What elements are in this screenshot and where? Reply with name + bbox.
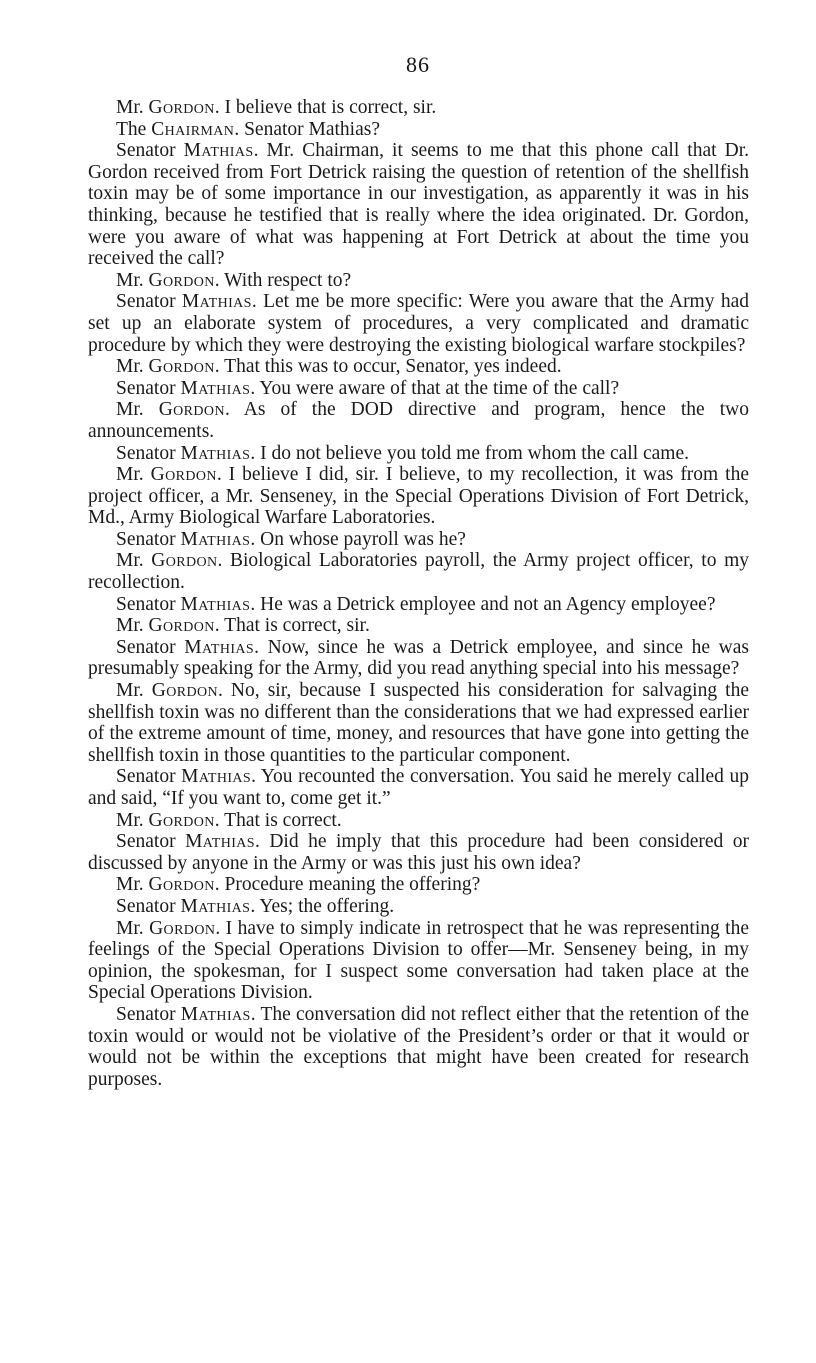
speech-text: . I do not believe you told me from whom the call came. [250,442,690,464]
speaker-name: Mathias [183,140,254,162]
transcript-paragraph [88,464,749,529]
transcript-paragraph [88,378,749,400]
speech-text: . No, sir, because I suspected his consideration for salvaging the shellfish toxin was no different than the considerations that we had expressed earlier of the extreme amount of time, money, and resources that have gone into getting the shellfish toxin in those quantities to the particular component. [88,680,749,766]
transcript [88,97,749,1090]
speaker-name: Chairman [151,118,235,140]
speech-text: . That this was to occur, Senator, yes indeed. [214,356,562,378]
speaker-prefix: Mr. [116,550,152,572]
transcript-paragraph [88,529,749,551]
transcript-paragraph [88,918,749,1004]
speaker-prefix: Mr. [116,809,149,831]
speech-text: . Did he imply that this procedure had been considered or discussed by anyone in the Army or was this just his own idea? [88,831,749,874]
speaker-prefix: Mr. [116,917,150,939]
speech-text: . Senator Mathias? [234,118,380,140]
speaker-name: Gordon [149,917,216,939]
speaker-prefix: Mr. [116,615,149,637]
speaker-prefix: Mr. [116,680,152,702]
speaker-name: Gordon [148,97,215,118]
speech-text: . Yes; the offering. [250,895,395,917]
speech-text: . Biological Laboratories payroll, the Army project officer, to my recollection. [88,550,749,594]
speaker-name: Mathias [181,766,252,788]
speaker-prefix: Senator [116,831,186,853]
speaker-prefix: Senator [116,593,181,615]
speaker-prefix: Mr. [116,874,149,896]
speaker-name: Gordon [151,550,218,572]
transcript-paragraph [88,637,749,680]
speech-text: . Let me be more specific: Were you aware that the Army had set up an elaborate system of procedures, a very complicated and dramatic procedure by which they were destroying the existing biological warfare stockpiles? [88,291,749,356]
speech-text: . He was a Detrick employee and not an Agency employee? [250,593,716,615]
speaker-name: Gordon [148,809,215,831]
speech-text: . Procedure meaning the offering? [214,874,481,896]
transcript-paragraph [88,680,749,766]
speaker-name: Mathias [180,593,251,615]
transcript-paragraph [88,443,749,465]
speech-text: . You recounted the conversation. You said he merely called up and said, “If you want to, come get it.” [88,766,749,809]
speaker-name: Mathias [180,1003,251,1025]
transcript-paragraph [88,97,749,119]
speaker-name: Gordon [148,269,215,291]
transcript-paragraph [88,615,749,637]
transcript-paragraph [88,766,749,809]
speech-text: . You were aware of that at the time of the call? [250,377,620,399]
speaker-name: Gordon [148,356,215,378]
speaker-prefix: Senator [116,528,181,550]
speaker-name: Mathias [184,636,255,658]
speaker-name: Mathias [180,377,251,399]
speech-text: . I believe I did, sir. I believe, to my recollection, it was from the project officer, a Mr. Senseney, in the Special Operations Division of Fort Detrick, Md., Army Biological Warfare Laboratories. [88,464,749,529]
speech-text: . With respect to? [214,269,352,291]
speech-text: . I have to simply indicate in retrospect that he was representing the feelings of the Special Operations Division to offer—Mr. Senseney being, in my opinion, the spokesman, for I suspect some conversation had taken place at the Special Operations Division. [88,917,749,1004]
speaker-name: Mathias [180,442,251,464]
speaker-prefix: Senator [116,895,181,917]
speech-text: . On whose payroll was he? [250,528,466,550]
speaker-prefix: Mr. [116,399,159,421]
transcript-paragraph [88,874,749,896]
transcript-paragraph [88,270,749,292]
speaker-name: Mathias [185,831,255,853]
speech-text: . I believe that is correct, sir. [214,97,437,118]
page-number: 86 [406,52,430,77]
transcript-paragraph [88,594,749,616]
speaker-prefix: Mr. [116,464,151,486]
speaker-prefix: Senator [116,442,181,464]
speech-text: . The conversation did not reflect either that the retention of the toxin would or would not be violative of the President’s order or that it would or would not be within the exceptions that might have been created for research purposes. [88,1003,749,1090]
transcript-paragraph [88,356,749,378]
transcript-paragraph [88,896,749,918]
speech-text: . Now, since he was a Detrick employee, and since he was presumably speaking for the Army, did you read anything special into his message? [88,636,749,680]
speaker-prefix: Senator [116,636,185,658]
speaker-prefix: Mr. [116,97,149,118]
speaker-name: Mathias [180,528,251,550]
speaker-name: Gordon [151,680,218,702]
speech-text: . That is correct. [214,809,342,831]
transcript-paragraph [88,810,749,832]
transcript-paragraph [88,140,749,270]
transcript-paragraph [88,119,749,141]
speaker-name: Gordon [148,615,215,637]
speaker-prefix: Mr. [116,269,149,291]
speaker-prefix: Senator [116,1003,181,1025]
transcript-paragraph [88,550,749,593]
speaker-name: Gordon [150,464,217,486]
speaker-name: Gordon [158,399,225,421]
speaker-prefix: Senator [116,140,184,162]
transcript-paragraph [88,399,749,442]
speech-text: . That is correct, sir. [214,615,370,637]
transcript-paragraph [88,831,749,874]
speaker-prefix: Senator [116,377,181,399]
speaker-name: Mathias [180,895,251,917]
speech-text: . Mr. Chairman, it seems to me that this phone call that Dr. Gordon received from Fort Detrick raising the question of retention of the shellfish toxin may be of some importance in our investigation, as apparently it was in his thinking, because he testified that is really where the idea originated. Dr. Gordon, were you aware of what was happening at Fort Detrick at about the time you received the call? [88,140,749,270]
transcript-paragraph [88,1004,749,1090]
speaker-prefix: Senator [116,766,182,788]
speech-text: . As of the DOD directive and program, hence the two announcements. [88,399,750,442]
speaker-prefix: The [116,118,152,140]
transcript-paragraph [88,291,749,356]
speaker-prefix: Senator [116,291,182,313]
speaker-name: Mathias [181,291,252,313]
speaker-name: Gordon [148,874,215,896]
speaker-prefix: Mr. [116,356,149,378]
